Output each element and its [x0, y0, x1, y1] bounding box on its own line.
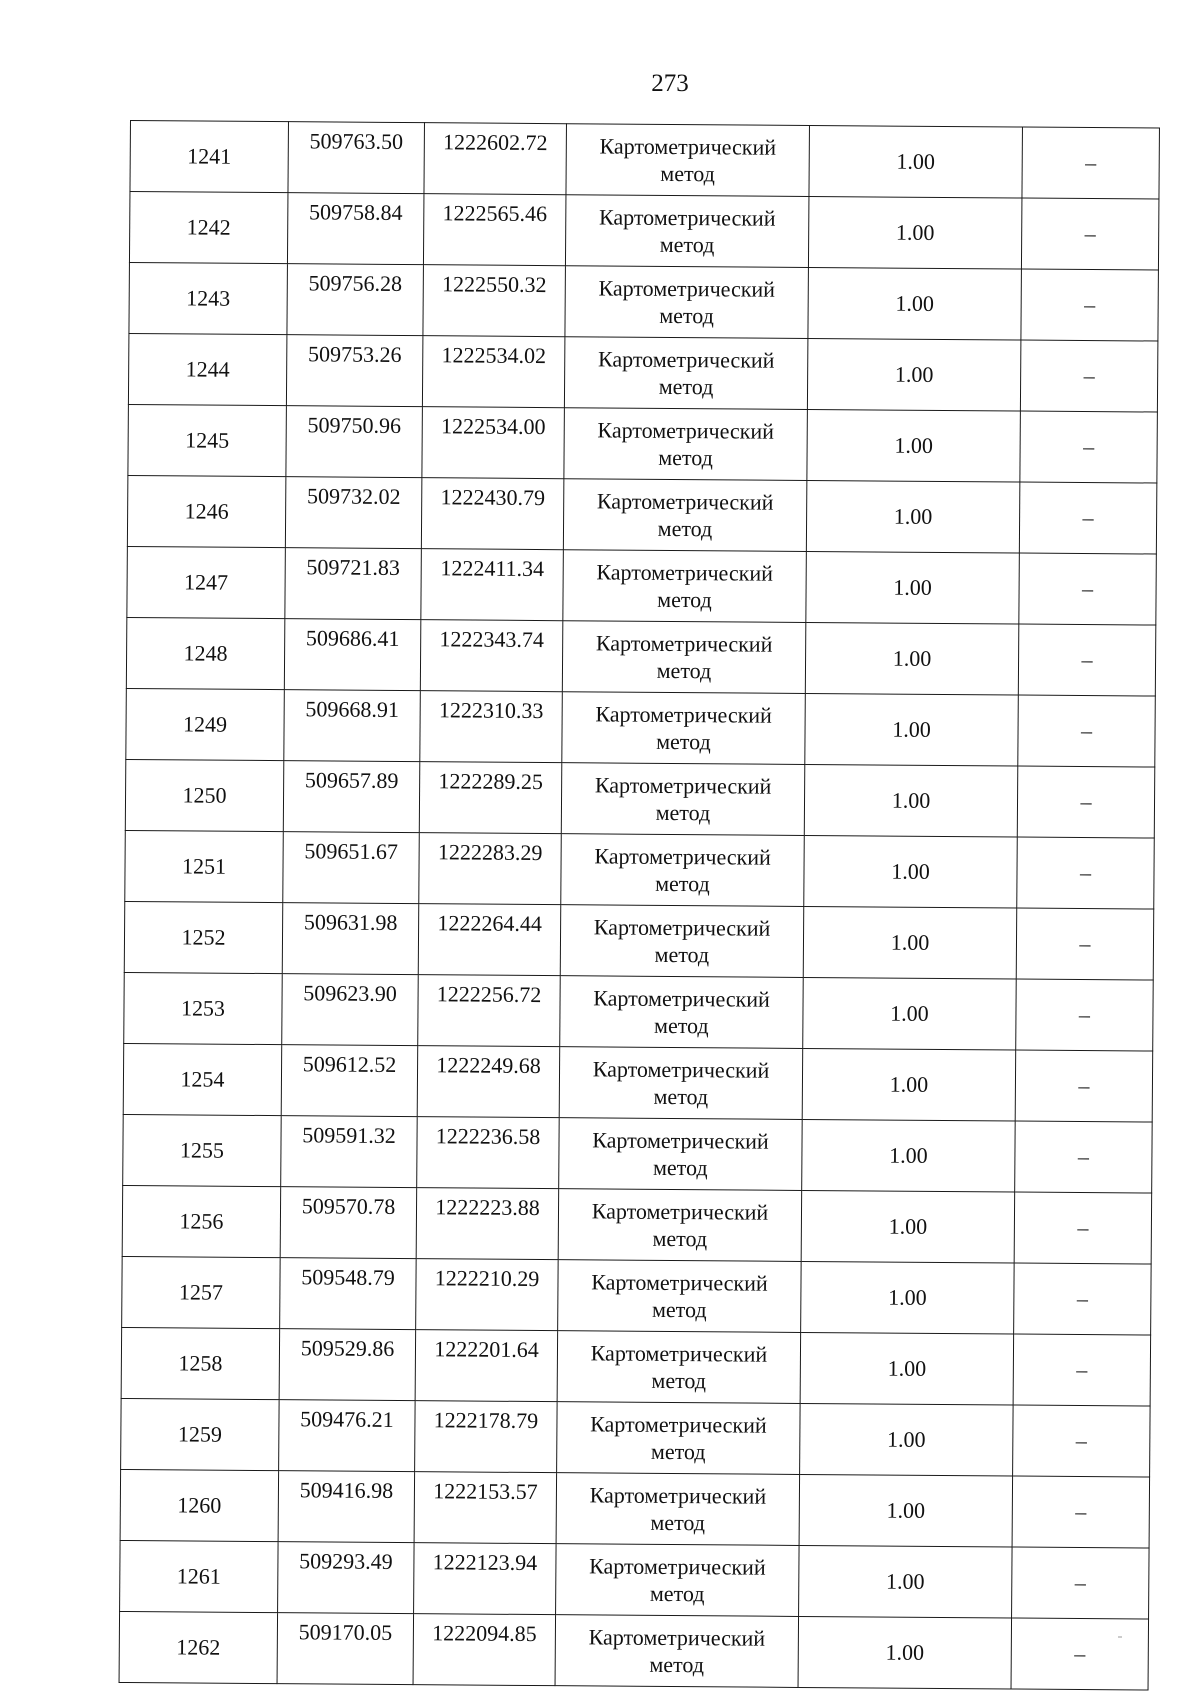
- note-text: –: [1074, 1640, 1086, 1667]
- note-cell: [1017, 837, 1155, 909]
- point-number-text: 1242: [186, 214, 231, 240]
- note-cell: [1022, 127, 1160, 199]
- point-number-cell: [124, 972, 283, 1044]
- point-number-text: 1256: [179, 1208, 224, 1234]
- accuracy-text: 1.00: [893, 503, 933, 529]
- method-text: Картометрический метод: [592, 1056, 770, 1110]
- point-number-text: 1261: [176, 1563, 221, 1589]
- table-row: [122, 1256, 1151, 1335]
- accuracy-cell: [801, 1261, 1015, 1334]
- y-coordinate-cell: [418, 904, 561, 976]
- accuracy-text: 1.00: [887, 1426, 926, 1452]
- note-cell: [1011, 1618, 1149, 1690]
- method-cell: [558, 1189, 802, 1262]
- note-cell: [1013, 1405, 1151, 1477]
- note-text: –: [1075, 1498, 1087, 1525]
- x-coordinate-text: 509416.98: [299, 1477, 394, 1503]
- table-row: [119, 1611, 1148, 1690]
- x-coordinate-cell: [288, 122, 425, 194]
- y-coordinate-text: 1222094.85: [432, 1620, 537, 1647]
- note-text: –: [1076, 1356, 1088, 1383]
- x-coordinate-text: 509758.84: [308, 199, 403, 226]
- x-coordinate-text: 509732.02: [306, 483, 401, 509]
- accuracy-text: 1.00: [892, 716, 931, 742]
- table-row: [123, 1043, 1152, 1122]
- accuracy-text: 1.00: [894, 361, 934, 387]
- point-number-cell: [127, 546, 286, 618]
- method-cell: [563, 479, 807, 552]
- note-cell: [1015, 1050, 1153, 1122]
- y-coordinate-cell: [416, 1259, 559, 1331]
- method-text: Картометрический метод: [589, 1482, 767, 1536]
- method-cell: [560, 976, 804, 1049]
- x-coordinate-cell: [279, 1329, 416, 1401]
- table-row: [125, 759, 1154, 838]
- accuracy-text: 1.00: [885, 1639, 925, 1665]
- y-coordinate-cell: [421, 478, 564, 550]
- coordinates-table: [119, 120, 1160, 1691]
- method-text: Картометрический метод: [592, 1127, 769, 1181]
- note-text: –: [1079, 930, 1091, 957]
- point-number-text: 1243: [186, 285, 231, 311]
- accuracy-text: 1.00: [888, 1213, 928, 1239]
- point-number-cell: [129, 192, 288, 264]
- y-coordinate-text: 1222123.94: [432, 1549, 538, 1576]
- x-coordinate-text: 509651.67: [304, 838, 398, 864]
- point-number-text: 1257: [178, 1279, 224, 1305]
- note-text: –: [1080, 788, 1092, 815]
- y-coordinate-cell: [415, 1401, 558, 1473]
- accuracy-text: 1.00: [885, 1568, 925, 1594]
- point-number-cell: [123, 1043, 282, 1115]
- x-coordinate-text: 509756.28: [308, 270, 403, 296]
- y-coordinate-cell: [421, 549, 564, 621]
- point-number-text: 1253: [180, 995, 226, 1021]
- y-coordinate-text: 1222256.72: [436, 981, 542, 1008]
- method-cell: [556, 1544, 800, 1617]
- scan-artifact: [1118, 1636, 1122, 1638]
- y-coordinate-cell: [417, 1046, 560, 1118]
- note-cell: [1020, 411, 1158, 483]
- x-coordinate-cell: [285, 548, 422, 620]
- method-text: Картометрический метод: [598, 204, 776, 258]
- y-coordinate-text: 1222289.25: [438, 768, 544, 795]
- accuracy-text: 1.00: [895, 219, 935, 245]
- accuracy-text: 1.00: [892, 645, 932, 671]
- method-text: Картометрический метод: [590, 1411, 767, 1465]
- y-coordinate-text: 1222411.34: [440, 555, 545, 582]
- accuracy-text: 1.00: [891, 787, 931, 813]
- point-number-text: 1259: [177, 1421, 222, 1447]
- method-text: Картометрический метод: [591, 1269, 768, 1323]
- x-coordinate-text: 509570.78: [301, 1193, 396, 1219]
- point-number-text: 1249: [182, 711, 228, 737]
- method-cell: [557, 1331, 801, 1404]
- table-row: [124, 901, 1153, 980]
- note-text: –: [1085, 150, 1097, 176]
- accuracy-text: 1.00: [890, 1000, 929, 1026]
- note-cell: [1020, 340, 1158, 412]
- note-text: –: [1075, 1427, 1087, 1454]
- accuracy-text: 1.00: [888, 1284, 927, 1310]
- point-number-text: 1241: [187, 143, 232, 169]
- method-text: Картометрический метод: [597, 346, 775, 400]
- point-number-text: 1248: [183, 640, 228, 666]
- note-cell: [1015, 1121, 1153, 1193]
- x-coordinate-text: 509623.90: [303, 980, 397, 1006]
- note-text: –: [1076, 1285, 1088, 1312]
- note-text: –: [1077, 1143, 1090, 1170]
- y-coordinate-cell: [422, 336, 565, 408]
- note-text: –: [1082, 504, 1094, 531]
- note-cell: [1019, 482, 1157, 554]
- point-number-text: 1255: [179, 1137, 225, 1163]
- note-text: –: [1081, 575, 1094, 602]
- accuracy-cell: [804, 835, 1018, 908]
- y-coordinate-text: 1222264.44: [437, 910, 542, 937]
- method-cell: [561, 763, 805, 836]
- method-cell: [559, 1118, 803, 1191]
- table-row: [122, 1185, 1151, 1264]
- y-coordinate-cell: [420, 620, 563, 692]
- point-number-cell: [125, 830, 284, 902]
- accuracy-text: 1.00: [894, 432, 933, 458]
- x-coordinate-text: 509657.89: [304, 767, 399, 793]
- y-coordinate-text: 1222430.79: [440, 484, 546, 511]
- accuracy-text: 1.00: [896, 148, 936, 174]
- accuracy-text: 1.00: [889, 1071, 929, 1097]
- y-coordinate-cell: [418, 975, 561, 1047]
- table-row: [125, 830, 1154, 909]
- point-number-cell: [122, 1185, 281, 1257]
- method-text: Картометрический метод: [589, 1553, 766, 1607]
- method-text: Картометрический метод: [590, 1340, 768, 1394]
- point-number-text: 1252: [181, 924, 226, 950]
- accuracy-text: 1.00: [891, 858, 930, 884]
- accuracy-text: 1.00: [889, 1142, 928, 1168]
- y-coordinate-text: 1222283.29: [437, 839, 543, 866]
- y-coordinate-text: 1222201.64: [434, 1336, 539, 1363]
- x-coordinate-text: 509668.91: [305, 696, 400, 722]
- y-coordinate-text: 1222210.29: [434, 1265, 540, 1292]
- method-text: Картометрический метод: [593, 985, 770, 1039]
- y-coordinate-text: 1222565.46: [442, 200, 548, 227]
- method-text: Картометрический метод: [598, 275, 776, 329]
- accuracy-cell: [800, 1403, 1014, 1476]
- method-cell: [561, 834, 805, 907]
- note-cell: [1012, 1476, 1150, 1548]
- y-coordinate-text: 1222178.79: [433, 1407, 539, 1434]
- x-coordinate-text: 509476.21: [300, 1406, 394, 1432]
- method-cell: [562, 621, 806, 694]
- table-row: [126, 688, 1155, 767]
- table-body: [119, 121, 1159, 1691]
- x-coordinate-cell: [280, 1187, 417, 1259]
- x-coordinate-text: 509763.50: [309, 128, 404, 155]
- accuracy-cell: [799, 1545, 1013, 1618]
- table-row: [120, 1540, 1149, 1619]
- x-coordinate-text: 509753.26: [307, 341, 402, 367]
- point-number-text: 1260: [177, 1492, 222, 1518]
- note-text: –: [1083, 433, 1095, 460]
- y-coordinate-text: 1222153.57: [433, 1478, 538, 1505]
- x-coordinate-cell: [278, 1471, 415, 1543]
- x-coordinate-cell: [284, 690, 421, 762]
- method-cell: [565, 195, 809, 268]
- note-text: –: [1078, 1001, 1091, 1028]
- method-text: Картометрический метод: [596, 559, 774, 613]
- y-coordinate-text: 1222534.02: [441, 342, 547, 369]
- note-text: –: [1077, 1214, 1089, 1241]
- note-text: –: [1084, 221, 1096, 247]
- method-text: Картометрический метод: [591, 1198, 769, 1252]
- point-number-text: 1247: [184, 569, 229, 595]
- y-coordinate-cell: [419, 833, 562, 905]
- method-text: Картометрический метод: [588, 1624, 766, 1678]
- point-number-text: 1258: [178, 1350, 223, 1376]
- table-row: [120, 1469, 1149, 1548]
- note-cell: [1017, 766, 1155, 838]
- x-coordinate-text: 509631.98: [303, 909, 398, 935]
- point-number-text: 1250: [182, 782, 227, 808]
- x-coordinate-text: 509591.32: [302, 1122, 396, 1148]
- accuracy-cell: [807, 338, 1021, 411]
- accuracy-text: 1.00: [895, 290, 935, 316]
- note-text: –: [1079, 859, 1092, 886]
- table-row: [126, 617, 1155, 696]
- y-coordinate-text: 1222249.68: [436, 1052, 541, 1079]
- table-row: [127, 546, 1156, 625]
- accuracy-text: 1.00: [890, 929, 930, 955]
- x-coordinate-cell: [285, 477, 422, 549]
- accuracy-text: 1.00: [886, 1497, 926, 1523]
- y-coordinate-cell: [424, 123, 567, 195]
- accuracy-cell: [803, 906, 1017, 979]
- point-number-cell: [128, 333, 287, 405]
- x-coordinate-cell: [280, 1258, 417, 1330]
- method-cell: [563, 550, 807, 623]
- accuracy-cell: [802, 1048, 1016, 1121]
- y-coordinate-text: 1222343.74: [439, 626, 545, 653]
- method-text: Картометрический метод: [594, 772, 772, 826]
- note-text: –: [1080, 717, 1093, 744]
- point-number-text: 1262: [176, 1634, 221, 1660]
- method-text: Картометрический метод: [599, 133, 777, 187]
- point-number-cell: [126, 688, 285, 760]
- method-cell: [565, 266, 809, 339]
- accuracy-cell: [806, 480, 1020, 553]
- point-number-text: 1246: [184, 498, 229, 524]
- point-number-cell: [120, 1469, 279, 1541]
- y-coordinate-text: 1222550.32: [441, 271, 547, 298]
- y-coordinate-cell: [419, 762, 562, 834]
- accuracy-cell: [804, 764, 1018, 837]
- x-coordinate-text: 509721.83: [306, 554, 401, 580]
- point-number-cell: [128, 404, 287, 476]
- point-number-cell: [121, 1398, 280, 1470]
- y-coordinate-text: 1222310.33: [438, 697, 544, 724]
- y-coordinate-text: 1222602.72: [443, 129, 548, 156]
- accuracy-cell: [805, 693, 1019, 766]
- point-number-cell: [119, 1611, 278, 1683]
- table-row: [128, 333, 1157, 412]
- point-number-text: 1244: [185, 356, 230, 382]
- point-number-cell: [123, 1114, 282, 1186]
- method-text: Картометрический метод: [595, 630, 773, 684]
- x-coordinate-cell: [287, 193, 424, 265]
- table-row: [124, 972, 1153, 1051]
- method-text: Картометрический метод: [593, 914, 771, 968]
- y-coordinate-text: 1222223.88: [435, 1194, 540, 1221]
- y-coordinate-cell: [416, 1188, 559, 1260]
- x-coordinate-text: 509548.79: [301, 1264, 395, 1290]
- x-coordinate-cell: [282, 903, 419, 975]
- table-row: [123, 1114, 1152, 1193]
- x-coordinate-cell: [281, 1116, 418, 1188]
- x-coordinate-cell: [286, 406, 423, 478]
- method-cell: [556, 1473, 800, 1546]
- method-cell: [560, 905, 804, 978]
- y-coordinate-cell: [423, 194, 566, 266]
- x-coordinate-cell: [287, 264, 424, 336]
- y-coordinate-cell: [414, 1543, 557, 1615]
- method-text: Картометрический метод: [594, 843, 771, 897]
- table-row: [121, 1327, 1150, 1406]
- accuracy-cell: [800, 1332, 1014, 1405]
- method-cell: [564, 337, 808, 410]
- accuracy-cell: [808, 196, 1022, 269]
- accuracy-cell: [802, 1119, 1016, 1192]
- note-text: –: [1084, 291, 1096, 318]
- method-cell: [564, 408, 808, 481]
- y-coordinate-text: 1222534.00: [440, 413, 546, 440]
- x-coordinate-cell: [278, 1542, 415, 1614]
- note-text: –: [1074, 1569, 1086, 1596]
- method-text: Картометрический метод: [596, 488, 774, 542]
- table-row: [129, 262, 1158, 341]
- accuracy-cell: [799, 1474, 1013, 1547]
- page-number: 273: [651, 70, 689, 97]
- note-cell: [1018, 624, 1156, 696]
- point-number-text: 1245: [185, 427, 230, 453]
- x-coordinate-text: 509750.96: [307, 412, 402, 438]
- x-coordinate-text: 509686.41: [305, 625, 400, 651]
- y-coordinate-cell: [413, 1614, 556, 1686]
- x-coordinate-cell: [277, 1613, 414, 1685]
- note-text: –: [1078, 1072, 1090, 1099]
- x-coordinate-cell: [281, 1045, 418, 1117]
- note-cell: [1021, 198, 1159, 270]
- note-cell: [1016, 908, 1154, 980]
- y-coordinate-cell: [422, 407, 565, 479]
- accuracy-cell: [805, 622, 1019, 695]
- note-cell: [1018, 695, 1156, 767]
- point-number-cell: [125, 759, 284, 831]
- point-number-text: 1254: [180, 1066, 225, 1092]
- method-cell: [555, 1615, 799, 1688]
- y-coordinate-cell: [420, 691, 563, 763]
- table-row: [128, 404, 1157, 483]
- point-number-text: 1251: [181, 853, 227, 879]
- y-coordinate-cell: [414, 1472, 557, 1544]
- x-coordinate-cell: [282, 974, 419, 1046]
- note-text: –: [1083, 362, 1095, 389]
- method-cell: [558, 1260, 802, 1333]
- y-coordinate-cell: [417, 1117, 560, 1189]
- method-text: Картометрический метод: [597, 417, 775, 471]
- point-number-cell: [120, 1540, 279, 1612]
- accuracy-cell: [808, 267, 1022, 340]
- note-cell: [1016, 979, 1154, 1051]
- note-cell: [1012, 1547, 1150, 1619]
- table-row: [121, 1398, 1150, 1477]
- y-coordinate-cell: [423, 265, 566, 337]
- point-number-cell: [124, 901, 283, 973]
- point-number-cell: [121, 1327, 280, 1399]
- method-cell: [557, 1402, 801, 1475]
- accuracy-cell: [807, 409, 1021, 482]
- y-coordinate-text: 1222236.58: [435, 1123, 541, 1150]
- note-cell: [1014, 1263, 1152, 1335]
- accuracy-cell: [809, 125, 1023, 198]
- method-cell: [562, 692, 806, 765]
- method-cell: [559, 1047, 803, 1120]
- x-coordinate-cell: [279, 1400, 416, 1472]
- note-cell: [1014, 1192, 1152, 1264]
- accuracy-cell: [806, 551, 1020, 624]
- point-number-cell: [126, 617, 285, 689]
- note-text: –: [1081, 646, 1093, 673]
- point-number-cell: [127, 475, 286, 547]
- note-cell: [1013, 1334, 1151, 1406]
- x-coordinate-text: 509529.86: [300, 1335, 395, 1361]
- accuracy-text: 1.00: [893, 574, 932, 600]
- point-number-cell: [130, 121, 289, 193]
- accuracy-cell: [801, 1190, 1015, 1263]
- accuracy-text: 1.00: [887, 1355, 927, 1381]
- table-row: [129, 192, 1158, 271]
- x-coordinate-cell: [283, 761, 420, 833]
- x-coordinate-text: 509293.49: [299, 1548, 393, 1574]
- x-coordinate-cell: [286, 335, 423, 407]
- x-coordinate-text: 509612.52: [302, 1051, 397, 1077]
- x-coordinate-text: 509170.05: [298, 1619, 393, 1645]
- note-cell: [1019, 553, 1157, 625]
- point-number-cell: [122, 1256, 281, 1328]
- note-cell: [1021, 269, 1159, 341]
- table-row: [127, 475, 1156, 554]
- y-coordinate-cell: [415, 1330, 558, 1402]
- table-row: [130, 121, 1159, 200]
- point-number-cell: [129, 262, 288, 334]
- accuracy-cell: [798, 1616, 1012, 1689]
- method-text: Картометрический метод: [595, 701, 772, 755]
- accuracy-cell: [803, 977, 1017, 1050]
- method-cell: [566, 124, 810, 197]
- x-coordinate-cell: [284, 619, 421, 691]
- x-coordinate-cell: [283, 832, 420, 904]
